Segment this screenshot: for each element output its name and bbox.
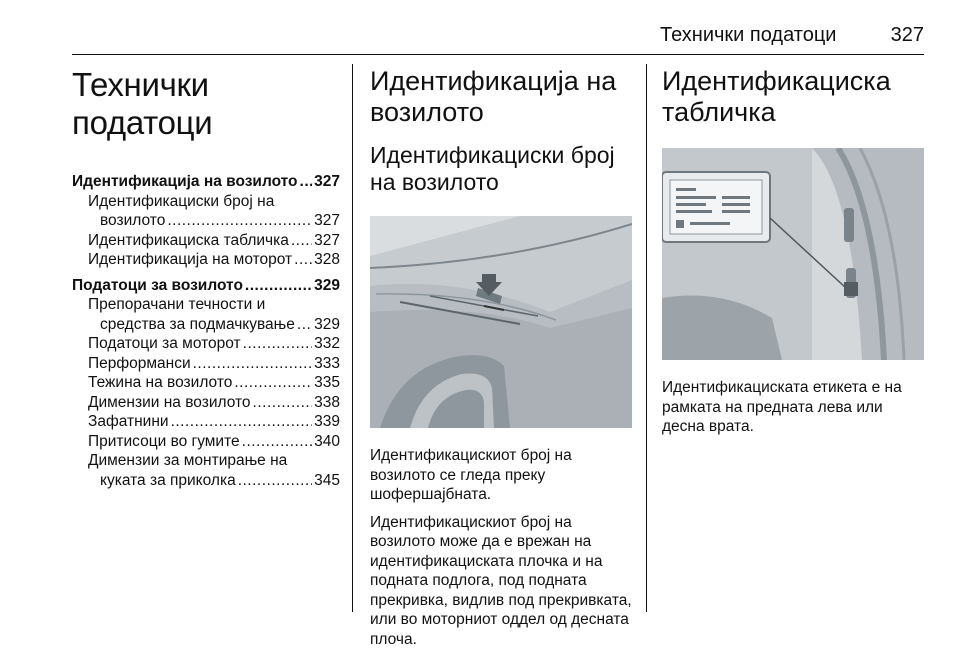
toc-entry[interactable] [72,354,340,374]
toc-entry-title: возилото [100,211,165,231]
toc-page-number: 340 [314,432,340,452]
toc-leader-dots [297,315,312,335]
toc-entry-line: Препорачани течности и [72,295,340,315]
toc-entry[interactable] [72,172,340,192]
toc-entry-title: Зафатнини [88,412,169,432]
toc-leader-dots [294,250,312,270]
toc-entry[interactable] [72,334,340,354]
running-header [660,24,924,54]
vin-windscreen-illustration [370,216,632,428]
header-rule [72,54,924,55]
toc-entry[interactable] [72,315,340,335]
vin-paragraph-2: Идентификацискиот број на возилото може да е врежан на идентификациската плочка и на подната подлога, под подната прекривка, видлив под прекривката, или во моторниот оддел од десната плоча. [370,513,632,649]
plate-paragraph-1: Идентификациската етикета е на рамката на предната лева или десна врата. [662,378,924,437]
toc-leader-dots [167,211,312,231]
toc-entry[interactable] [72,211,340,231]
toc-entry-title: Перформанси [88,354,191,374]
car-windscreen-drawing [370,216,632,428]
identification-plate-illustration [662,148,924,360]
toc-leader-dots [245,276,312,296]
toc-page-number: 333 [314,354,340,374]
column-divider [646,64,647,612]
toc-page-number: 339 [314,412,340,432]
left-column [72,60,340,490]
toc-entry-title: Тежина на возилото [88,373,232,393]
page-number: 327 [891,24,924,47]
subsection-title-vin: Идентификациски број на возилото [370,142,632,196]
toc-page-number: 335 [314,373,340,393]
toc-leader-dots [242,432,312,452]
toc-entry-title: Идентификациска табличка [88,231,289,251]
right-column [662,60,924,437]
toc-page-number: 327 [314,172,340,192]
toc-entry-title: Идентификација на моторот [88,250,292,270]
toc-entry-title: средства за подмачкување [100,315,295,335]
toc-entry[interactable] [72,432,340,452]
toc-leader-dots [193,354,313,374]
toc-page-number: 329 [314,276,340,296]
toc-leader-dots [234,373,312,393]
toc-entry-title: Притисоци во гумите [88,432,240,452]
middle-column [370,60,632,649]
column-divider [352,64,353,612]
toc-entry-title: Податоци за моторот [88,334,241,354]
toc-leader-dots [238,471,312,491]
running-header-title: Технички податоци [660,24,836,47]
toc-page-number: 329 [314,315,340,335]
section-title: Идентификација на возилото [370,66,632,128]
toc-leader-dots [291,231,312,251]
toc-leader-dots [253,393,313,413]
toc-page-number: 327 [314,211,340,231]
toc-entry[interactable] [72,393,340,413]
toc-entry-title: Податоци за возилото [72,276,243,296]
toc-entry-title: Димензии на возилото [88,393,251,413]
toc-entry[interactable] [72,276,340,296]
toc-entry[interactable] [72,250,340,270]
toc-page-number: 327 [314,231,340,251]
door-frame-drawing [662,148,924,360]
toc-page-number: 345 [314,471,340,491]
chapter-title: Технички податоци [72,66,340,142]
toc-entry[interactable] [72,412,340,432]
table-of-contents [72,172,340,490]
toc-page-number: 338 [314,393,340,413]
toc-leader-dots [171,412,313,432]
toc-page-number: 328 [314,250,340,270]
toc-leader-dots [300,172,313,192]
toc-entry[interactable] [72,373,340,393]
vin-paragraph-1: Идентификацискиот број на возилото се гледа преку шофершајбната. [370,446,632,505]
toc-leader-dots [243,334,312,354]
subsection-title-plate: Идентификациска табличка [662,66,924,128]
toc-entry-line: Димензии за монтирање на [72,451,340,471]
toc-entry[interactable] [72,231,340,251]
toc-entry[interactable] [72,471,340,491]
toc-page-number: 332 [314,334,340,354]
toc-entry-title: куката за приколка [100,471,236,491]
toc-entry-title: Идентификација на возилото [72,172,298,192]
toc-entry-line: Идентификациски број на [72,192,340,212]
